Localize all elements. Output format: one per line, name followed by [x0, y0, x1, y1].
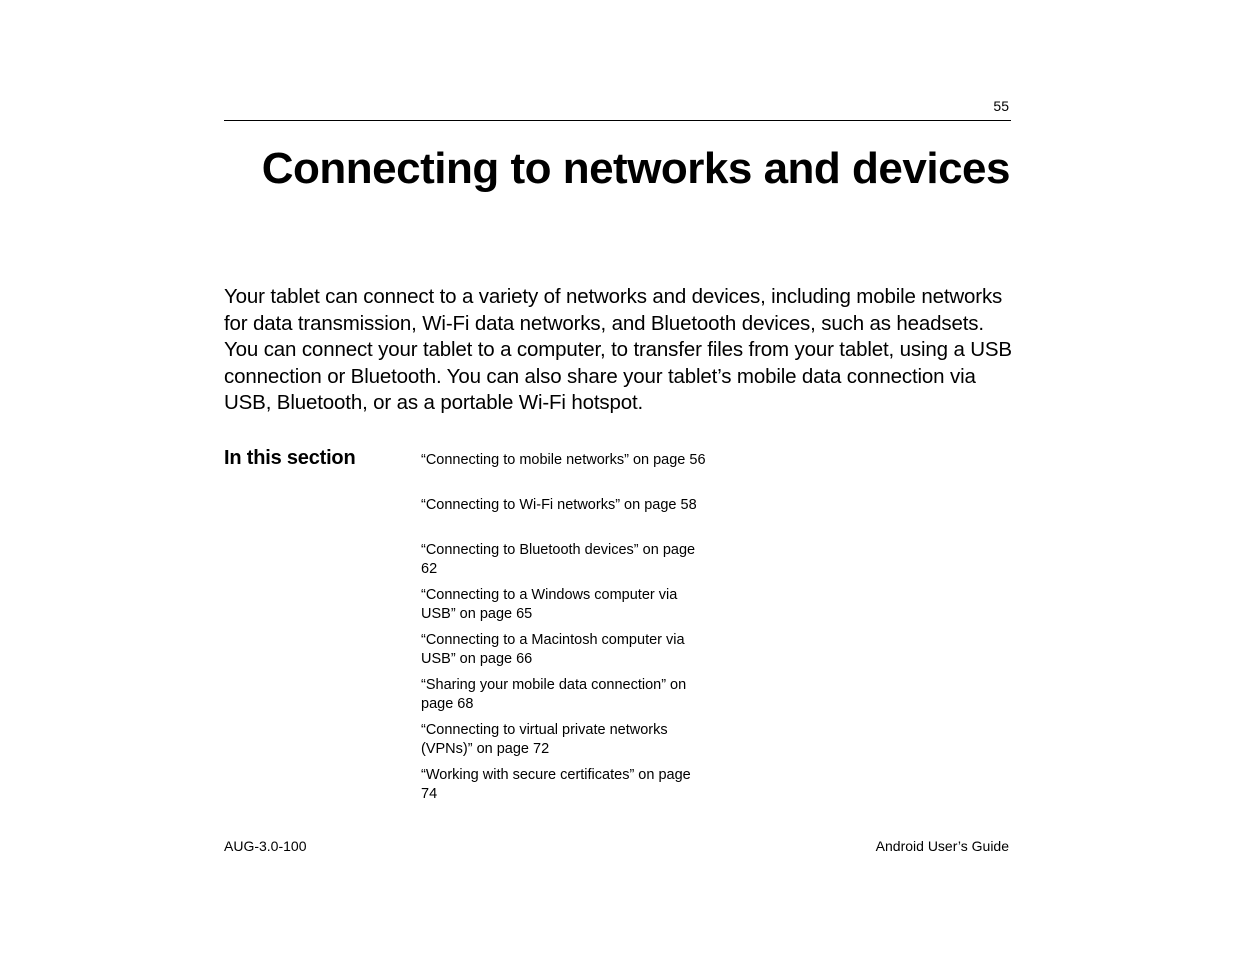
intro-paragraph: Your tablet can connect to a variety of networks and devices, including mobile networks for data transmission, Wi-Fi data networks, and Bluetooth devices, such as headsets. You can connect your tablet to a computer, to transfer files from your tablet, using a USB connection or Bluetooth. You can also share your tablet’s mobile data connection via USB, Bluetooth, or as a portable Wi-Fi hotspot. [224, 285, 1012, 414]
section-link-wifi-networks[interactable]: “Connecting to Wi-Fi networks” on page 58 [421, 497, 697, 513]
header-rule [224, 120, 1011, 121]
section-link-macintosh-usb[interactable]: “Connecting to a Macintosh computer via USB” on page 66 [421, 632, 685, 667]
section-link-sharing-mobile-data[interactable]: “Sharing your mobile data connection” on page 68 [421, 677, 687, 712]
chapter-title: Connecting to networks and devices [261, 144, 1010, 193]
section-link-vpns[interactable]: “Connecting to virtual private networks (VPNs)” on page 72 [421, 722, 668, 757]
footer-guide-title: Android User’s Guide [875, 838, 1009, 854]
section-link-list [421, 451, 706, 811]
section-link-mobile-networks[interactable]: “Connecting to mobile networks” on page 56 [421, 452, 706, 468]
section-link-bluetooth-devices[interactable]: “Connecting to Bluetooth devices” on page 62 [421, 542, 696, 577]
section-link-secure-certificates[interactable]: “Working with secure certificates” on page 74 [421, 767, 691, 802]
page-number: 55 [993, 98, 1009, 114]
footer-doc-id: AUG-3.0-100 [224, 838, 307, 854]
in-this-section-heading: In this section [224, 447, 356, 469]
section-link-windows-usb[interactable]: “Connecting to a Windows computer via USB” on page 65 [421, 587, 678, 622]
